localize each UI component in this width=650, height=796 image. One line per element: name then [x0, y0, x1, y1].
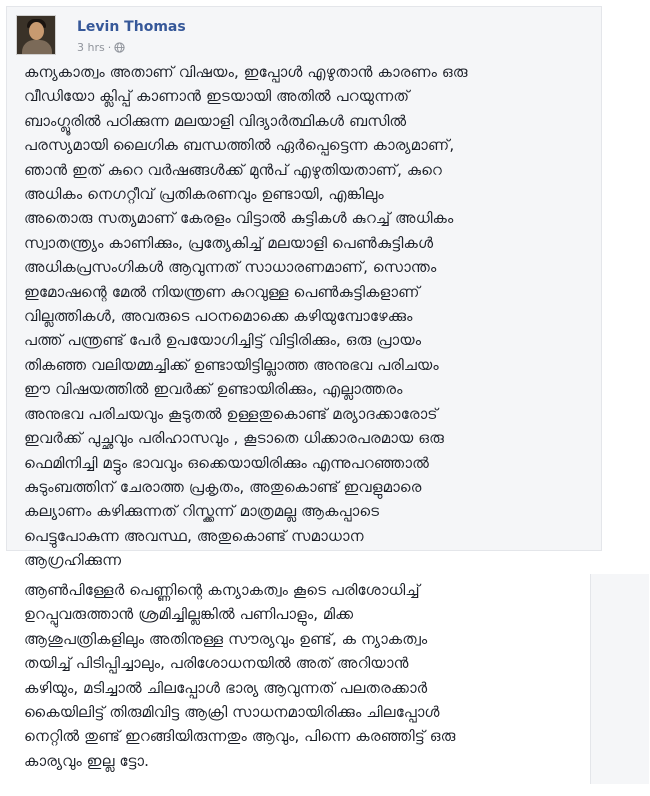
- post-text-line: ബാംഗ്ലൂരിൽ പഠിക്കുന്ന മലയാളി വിദ്യാർത്ഥികൾ ബസിൽ: [24, 111, 407, 130]
- post-text-line: കുടുംബത്തിന് ചേരാത്ത പ്രകൃതം, അതുകൊണ്ട് ഇവളുമാരെ: [24, 477, 422, 496]
- avatar-body: [22, 40, 52, 55]
- post-text-line: അനുഭവ പരിചയവും കൂടുതൽ ഉള്ളതുകൊണ്ട് മര്യാദക്കാരോട്: [24, 404, 438, 423]
- post-text-line: പരസ്യമായി ലൈഗിക ബന്ധത്തിൽ ഏർപ്പെട്ടെന്ന കാര്യമാണ്,: [24, 136, 455, 155]
- post-text-line: പത്ത് പന്ത്രണ്ട് പേർ ഉപയോഗിച്ചിട്ട് വിട്ടിരിക്കും, ഒരു പ്രായം: [24, 331, 422, 350]
- post-text-line: വീഡിയോ ക്ലിപ്പ് കാണാൻ ഇടയായി അതിൽ പറയുന്നത്: [24, 87, 410, 106]
- author-name[interactable]: Levin Thomas: [77, 19, 186, 35]
- post-text-line: പെട്ടുപോകുന്ന അവസ്ഥ, അതുകൊണ്ട് സമാധാന: [24, 526, 364, 545]
- avatar[interactable]: [16, 15, 56, 55]
- post-text-line: ഇമോഷന്റെ മേൽ നിയന്ത്രണ കുറവുള്ള പെൺകുട്ടികളാണ്: [24, 282, 420, 301]
- post-text-line: ഇവർക്ക് പുച്ഛവും പരിഹാസവും , കൂടാതെ ധിക്കാരപരമായ ഒരു: [24, 429, 445, 448]
- post-meta: [77, 41, 125, 54]
- post-text-line: കല്യാണം കഴിക്കുന്നത് റിസ്ക്കന്ന് മാത്രമല്ല ആകപ്പാടെ: [24, 502, 380, 521]
- post-text-line: അതൊരു സത്യമാണ് കേരളം വിട്ടാൽ കുട്ടികൾ കുറച്ച് അധികം: [24, 209, 454, 228]
- post-paragraph-2: [24, 578, 614, 773]
- post-text-line: അധികം നെഗറ്റീവ് പ്രതികരണവും ഉണ്ടായി, എങ്കിലും: [24, 185, 384, 204]
- post-time[interactable]: 3 hrs: [77, 41, 105, 54]
- post-text-line: ഞാൻ ഇത് കുറെ വർഷങ്ങൾക്ക് മുൻപ് എഴുതിയതാണ്, കുറെ: [24, 160, 442, 179]
- post-text-line: വില്ലത്തികൾ, അവരുടെ പഠനമൊക്കെ കഴിയുമ്പോഴേക്കും: [24, 307, 413, 326]
- post-text-line: ആഗ്രഹിക്കുന്ന: [24, 551, 122, 570]
- post-text-line: നെറ്റിൽ തുണ്ട് ഇറങ്ങിയിരുന്നതും ആവും, പിന്നെ കരഞ്ഞിട്ട് ഒരു: [24, 727, 456, 746]
- post-text-line: തികഞ്ഞ വലിയമ്മച്ചിക്ക് ഉണ്ടായിട്ടില്ലാത്ത അനുഭവ പരിചയം: [24, 355, 439, 374]
- post-paragraph-1: [24, 60, 594, 573]
- globe-icon[interactable]: [114, 42, 125, 53]
- post-text-line: ഫെമിനിച്ചി മട്ടും ഭാവവും ഒക്കെയായിരിക്കും എന്നുപറഞ്ഞാൽ: [24, 453, 430, 472]
- post-text-line: തയിച്ച് പിടിപ്പിച്ചാലും, പരിശോധനയിൽ അത് അറിയാൻ: [24, 654, 409, 673]
- meta-separator: ·: [107, 41, 112, 54]
- post-text-line: ആശുപത്രികളിലും അതിനുള്ള സൗര്യവും ഉണ്ട്, ക ന്യാകത്വം: [24, 629, 428, 648]
- avatar-head: [29, 22, 44, 40]
- post-text-line: അധികപ്രസംഗികൾ ആവുന്നത് സാധാരണമാണ്, സൊന്തം: [24, 258, 437, 277]
- post-text-line: കാര്യവും ഇല്ല ട്ടോ.: [24, 751, 149, 770]
- post-text-line: ഈ വിഷയത്തിൽ ഇവർക്ക് ഉണ്ടായിരിക്കും, എല്ലാത്തരം: [24, 380, 403, 399]
- post-text-line: കന്യകാത്വം അതാണ് വിഷയം, ഇപ്പോൾ എഴുതാൻ കാരണം ഒരു: [24, 63, 468, 81]
- post-text-line: ഉറപ്പുവരുത്താൻ ശ്രമിച്ചില്ലങ്കിൽ പണിപാളും, മിക്ക: [24, 605, 354, 624]
- post-text-line: ആൺപിള്ളേർ പെണ്ണിന്റെ കന്യാകത്വം കൂടെ പരിശോധിച്ച്: [24, 581, 420, 599]
- post-text-line: സ്വാതന്ത്ര്യം കാണിക്കും, പ്രത്യേകിച്ച് മലയാളി പെൺകുട്ടികൾ: [24, 233, 434, 252]
- post-text-line: കൈയിലിട്ട് തിരുമിവിട്ട ആക്രി സാധനമായിരിക്കും ചിലപ്പോൾ: [24, 703, 440, 722]
- post-text-line: കഴിയും, മടിച്ചാൽ ചിലപ്പോൾ ഭാര്യ ആവുന്നത് പലതരക്കാർ: [24, 678, 428, 697]
